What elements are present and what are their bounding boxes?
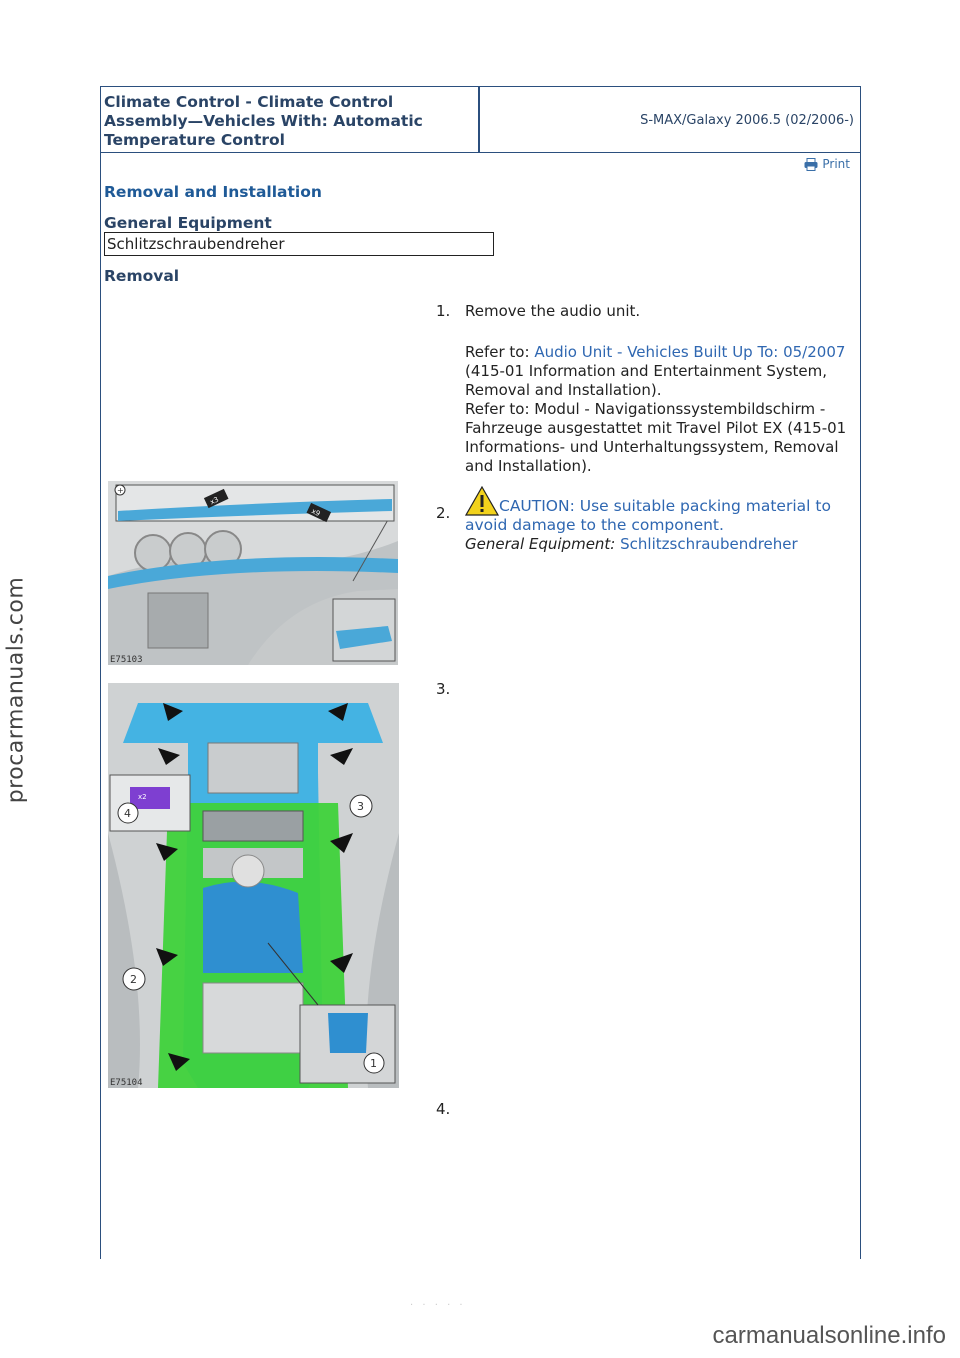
- callout-x3: x3: [208, 495, 220, 507]
- document-header: [100, 86, 860, 153]
- side-watermark: procarmanuals.com: [3, 576, 29, 804]
- audio-unit-link[interactable]: Audio Unit - Vehicles Built Up To: 05/2007: [534, 343, 846, 361]
- inset-callout: x2: [138, 793, 147, 801]
- print-label: Print: [822, 157, 850, 171]
- figure-1-label: E75103: [110, 655, 143, 665]
- header-divider: [478, 86, 480, 152]
- vehicle-model: S-MAX/Galaxy 2006.5 (02/2006-): [640, 113, 854, 128]
- ref-suffix: (415-01 Information and Entertainment System, Removal and Installation).: [465, 362, 828, 399]
- general-equipment-heading: General Equipment: [104, 214, 272, 232]
- dashboard-illustration: [108, 481, 398, 665]
- step-2-number: 2.: [436, 504, 451, 522]
- callout-4: 4: [124, 807, 131, 820]
- step-3-number: 3.: [436, 680, 451, 698]
- step-1-number: 1.: [436, 302, 451, 320]
- general-equipment-item: Schlitzschraubendreher: [104, 232, 494, 256]
- callout-x9: x9: [310, 507, 322, 519]
- caution-text: CAUTION: Use suitable packing material to avoid damage to the component.: [465, 497, 831, 534]
- step-2-text: [465, 486, 850, 554]
- svg-text:+: +: [117, 486, 124, 495]
- equipment-label: General Equipment:: [465, 535, 616, 553]
- print-button[interactable]: [804, 157, 850, 171]
- step-1-text: Remove the audio unit.: [465, 302, 641, 320]
- ref-prefix: Refer to:: [465, 343, 535, 361]
- section-title: Removal and Installation: [104, 183, 322, 201]
- figure-e75103: [108, 481, 398, 665]
- figure-e75104: [108, 683, 399, 1088]
- step-4-number: 4.: [436, 1100, 451, 1118]
- equipment-link[interactable]: Schlitzschraubendreher: [620, 535, 798, 553]
- figure-2-label: E75104: [110, 1078, 143, 1088]
- removal-heading: Removal: [104, 267, 180, 285]
- document-title: Climate Control - Climate Control Assembly—Vehicles With: Automatic Temperature Control: [104, 93, 423, 149]
- printer-icon: [804, 158, 818, 171]
- footer-watermark: carmanualsonline.info: [712, 1322, 946, 1349]
- navigation-reference: Refer to: Modul - Navigationssystembildschirm - Fahrzeuge ausgestattet mit Travel Pilot EX (415-01 Informations- und Unterhaltungssystem, Removal and Installation).: [465, 400, 847, 475]
- callout-3: 3: [357, 800, 364, 813]
- footer-ghost-text: · · · · ·: [410, 1300, 466, 1311]
- step-1-reference: [465, 343, 850, 476]
- center-console-illustration: [108, 683, 399, 1088]
- callout-2: 2: [130, 973, 137, 986]
- warning-icon: [465, 486, 499, 516]
- callout-1: 1: [370, 1057, 377, 1070]
